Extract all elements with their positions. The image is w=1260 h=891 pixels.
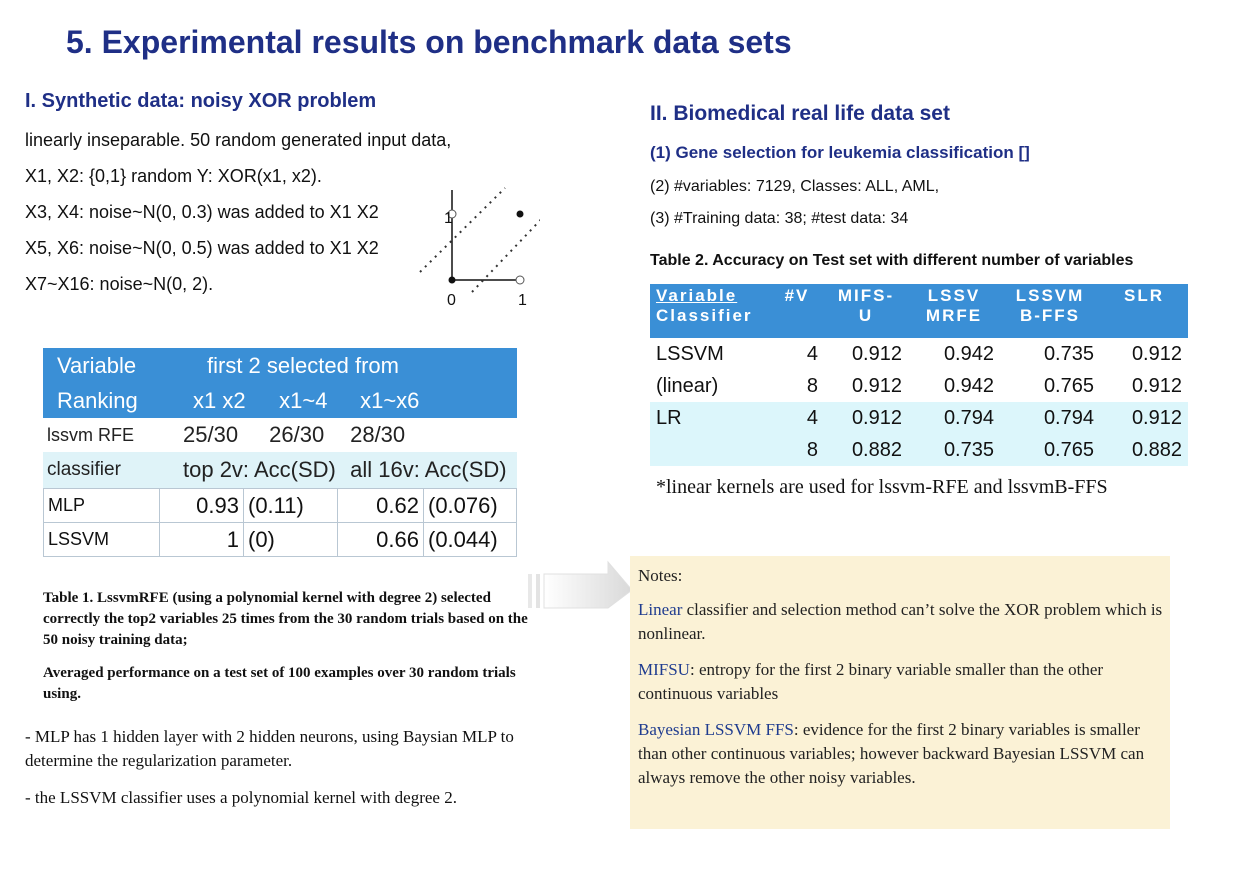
table-cell: 0.912 [824,370,908,402]
table-row [43,348,517,383]
note-bayesian [638,718,1168,790]
table-header-cell: Ranking [43,383,179,418]
table-header-cell: Variable [43,348,179,383]
table-cell: 0.735 [1000,338,1100,370]
note-text-linear: classifier and selection method can’t solve the XOR problem which is nonlinear. [638,600,1163,643]
table-variable-ranking [43,348,517,488]
table-cell: MLP [44,489,160,523]
desc-line-3: X3, X4: noise~N(0, 0.3) was added to X1 X2 [25,202,379,222]
notes-title: Notes: [638,566,683,585]
table-row [650,370,1188,402]
table-header-cell: x1~x6 [346,383,517,418]
table-cell: (linear) [650,370,770,402]
header-slr: SLR [1124,286,1164,305]
notes-box [630,556,1170,829]
table-header-row [650,284,1188,338]
page-title: 5. Experimental results on benchmark data sets [66,24,792,60]
table-cell: 0.912 [824,402,908,434]
table-cell: (0.044) [424,523,517,557]
table-cell: 0.765 [1000,370,1100,402]
table-cell: 0.942 [908,338,1000,370]
table-header-cell [1100,284,1188,338]
xor-plot [410,180,540,310]
table-cell: LSSVM [650,338,770,370]
note-text-mifsu: : entropy for the first 2 binary variable smaller than the other continuous variables [638,660,1104,703]
desc-line-5: X7~X16: noise~N(0, 2). [25,274,214,294]
note-mifsu [638,658,1168,706]
table-header-cell [908,284,1000,338]
table-cell: (0.11) [244,489,338,523]
table-row [44,489,517,523]
table-test-accuracy [650,284,1188,466]
desc-line-1: linearly inseparable. 50 random generated input data, [25,130,452,150]
table-cell: 26/30 [265,418,346,452]
header-lssvmbffs-1: LSSVM [1015,286,1085,305]
table-cell: (0.076) [424,489,517,523]
desc-line-4: X5, X6: noise~N(0, 0.5) was added to X1 X2 [25,238,379,258]
point-1-0 [516,276,524,284]
table-cell: 4 [770,402,824,434]
table-cell [650,434,770,466]
table-cell: 25/30 [179,418,265,452]
table-row [43,383,517,418]
header-mifsu-2: U [858,306,874,325]
table-cell: 4 [770,338,824,370]
table-cell: (0) [244,523,338,557]
xor-diagram [410,180,540,310]
table-header-cell: x1~4 [265,383,346,418]
table-header-cell: x1 x2 [179,383,265,418]
item-variables: (2) #variables: 7129, Classes: ALL, AML, [650,178,940,195]
table-cell: 0.912 [1100,370,1188,402]
table-header-cell [650,284,770,338]
item-gene-selection: (1) Gene selection for leukemia classification [] [650,143,1030,162]
table-cell: 0.912 [1100,402,1188,434]
table-cell: classifier [43,452,179,488]
table-subheader-all16: all 16v: Acc(SD) [350,457,507,482]
header-variable: Variable [656,286,738,305]
table-cell: 0.93 [160,489,244,523]
header-mifsu-1: MIFS- [837,286,895,305]
table-cell: 0.882 [824,434,908,466]
header-lssvmrfe-1: LSSV [927,286,981,305]
table-cell: 0.735 [908,434,1000,466]
averaged-performance-text: Averaged performance on a test set of 100 examples over 30 random trials using. [43,665,516,702]
table-header-cell [770,284,824,338]
table-subheader-top2: top 2v: Acc(SD) [183,457,336,482]
mlp-note: - MLP has 1 hidden layer with 2 hidden neurons, using Baysian MLP to determine the regularization parameter. [25,727,514,770]
section-heading-synthetic: I. Synthetic data: noisy XOR problem [25,90,377,112]
table-cell: 0.882 [1100,434,1188,466]
item-training-data: (3) #Training data: 38; #test data: 34 [650,210,909,227]
table-cell: 8 [770,434,824,466]
lssvm-note: - the LSSVM classifier uses a polynomial kernel with degree 2. [25,788,457,807]
arrow-icon [524,560,634,610]
header-lssvmbffs-2: B-FFS [1019,306,1081,325]
table-cell [346,452,517,488]
table-cell: 0.912 [1100,338,1188,370]
note-linear [638,598,1168,646]
table-cell: 0.942 [908,370,1000,402]
note-highlight-linear: Linear [638,600,683,619]
table-cell: 0.66 [338,523,424,557]
note-highlight-bayesian: Bayesian LSSVM FFS [638,720,794,739]
desc-line-2: X1, X2: {0,1} random Y: XOR(x1, x2). [25,166,322,186]
table-cell: 28/30 [346,418,517,452]
header-lssvmrfe-2: MRFE [925,306,983,325]
table1-caption: Table 1. LssvmRFE (using a polynomial kernel with degree 2) selected correctly the top2 variables 25 times from the 30 random trials based on the 50 noisy training data; [43,590,528,648]
table-classifier-accuracy [43,488,517,557]
table-row [650,434,1188,466]
table-cell: 0.62 [338,489,424,523]
table-cell: 0.794 [908,402,1000,434]
table-cell: LR [650,402,770,434]
table-cell: LSSVM [44,523,160,557]
table-cell: 1 [160,523,244,557]
table-header-cell: first 2 selected from [179,348,517,383]
table-cell: 0.794 [1000,402,1100,434]
table-row [43,418,517,452]
section-heading-biomedical: II. Biomedical real life data set [650,102,950,125]
table-row [650,402,1188,434]
label-origin: 0 [447,292,456,309]
header-num-variables: #V [784,286,810,305]
point-0-0 [449,277,456,284]
table-cell [179,452,346,488]
table-row [650,338,1188,370]
table-row [43,452,517,488]
linear-kernel-note: *linear kernels are used for lssvm-RFE and lssvmB-FFS [656,476,1108,498]
point-1-1 [517,211,524,218]
header-classifier: Classifier [656,306,753,325]
table-header-cell [1000,284,1100,338]
table-cell: lssvm RFE [43,418,179,452]
table2-caption: Table 2. Accuracy on Test set with different number of variables [650,252,1134,269]
table-header-cell [824,284,908,338]
separator-line-left [420,188,505,272]
note-highlight-mifsu: MIFSU [638,660,690,679]
table-cell: 8 [770,370,824,402]
table-row [44,523,517,557]
table-cell: 0.912 [824,338,908,370]
table-cell: 0.765 [1000,434,1100,466]
label-y-one: 1 [444,210,453,227]
label-x-one: 1 [518,292,527,309]
note-text-bayesian: : evidence for the first 2 binary variables is smaller than other continuous variables; however backward Bayesian LSSVM can always remove the other noisy variables. [638,720,1145,787]
